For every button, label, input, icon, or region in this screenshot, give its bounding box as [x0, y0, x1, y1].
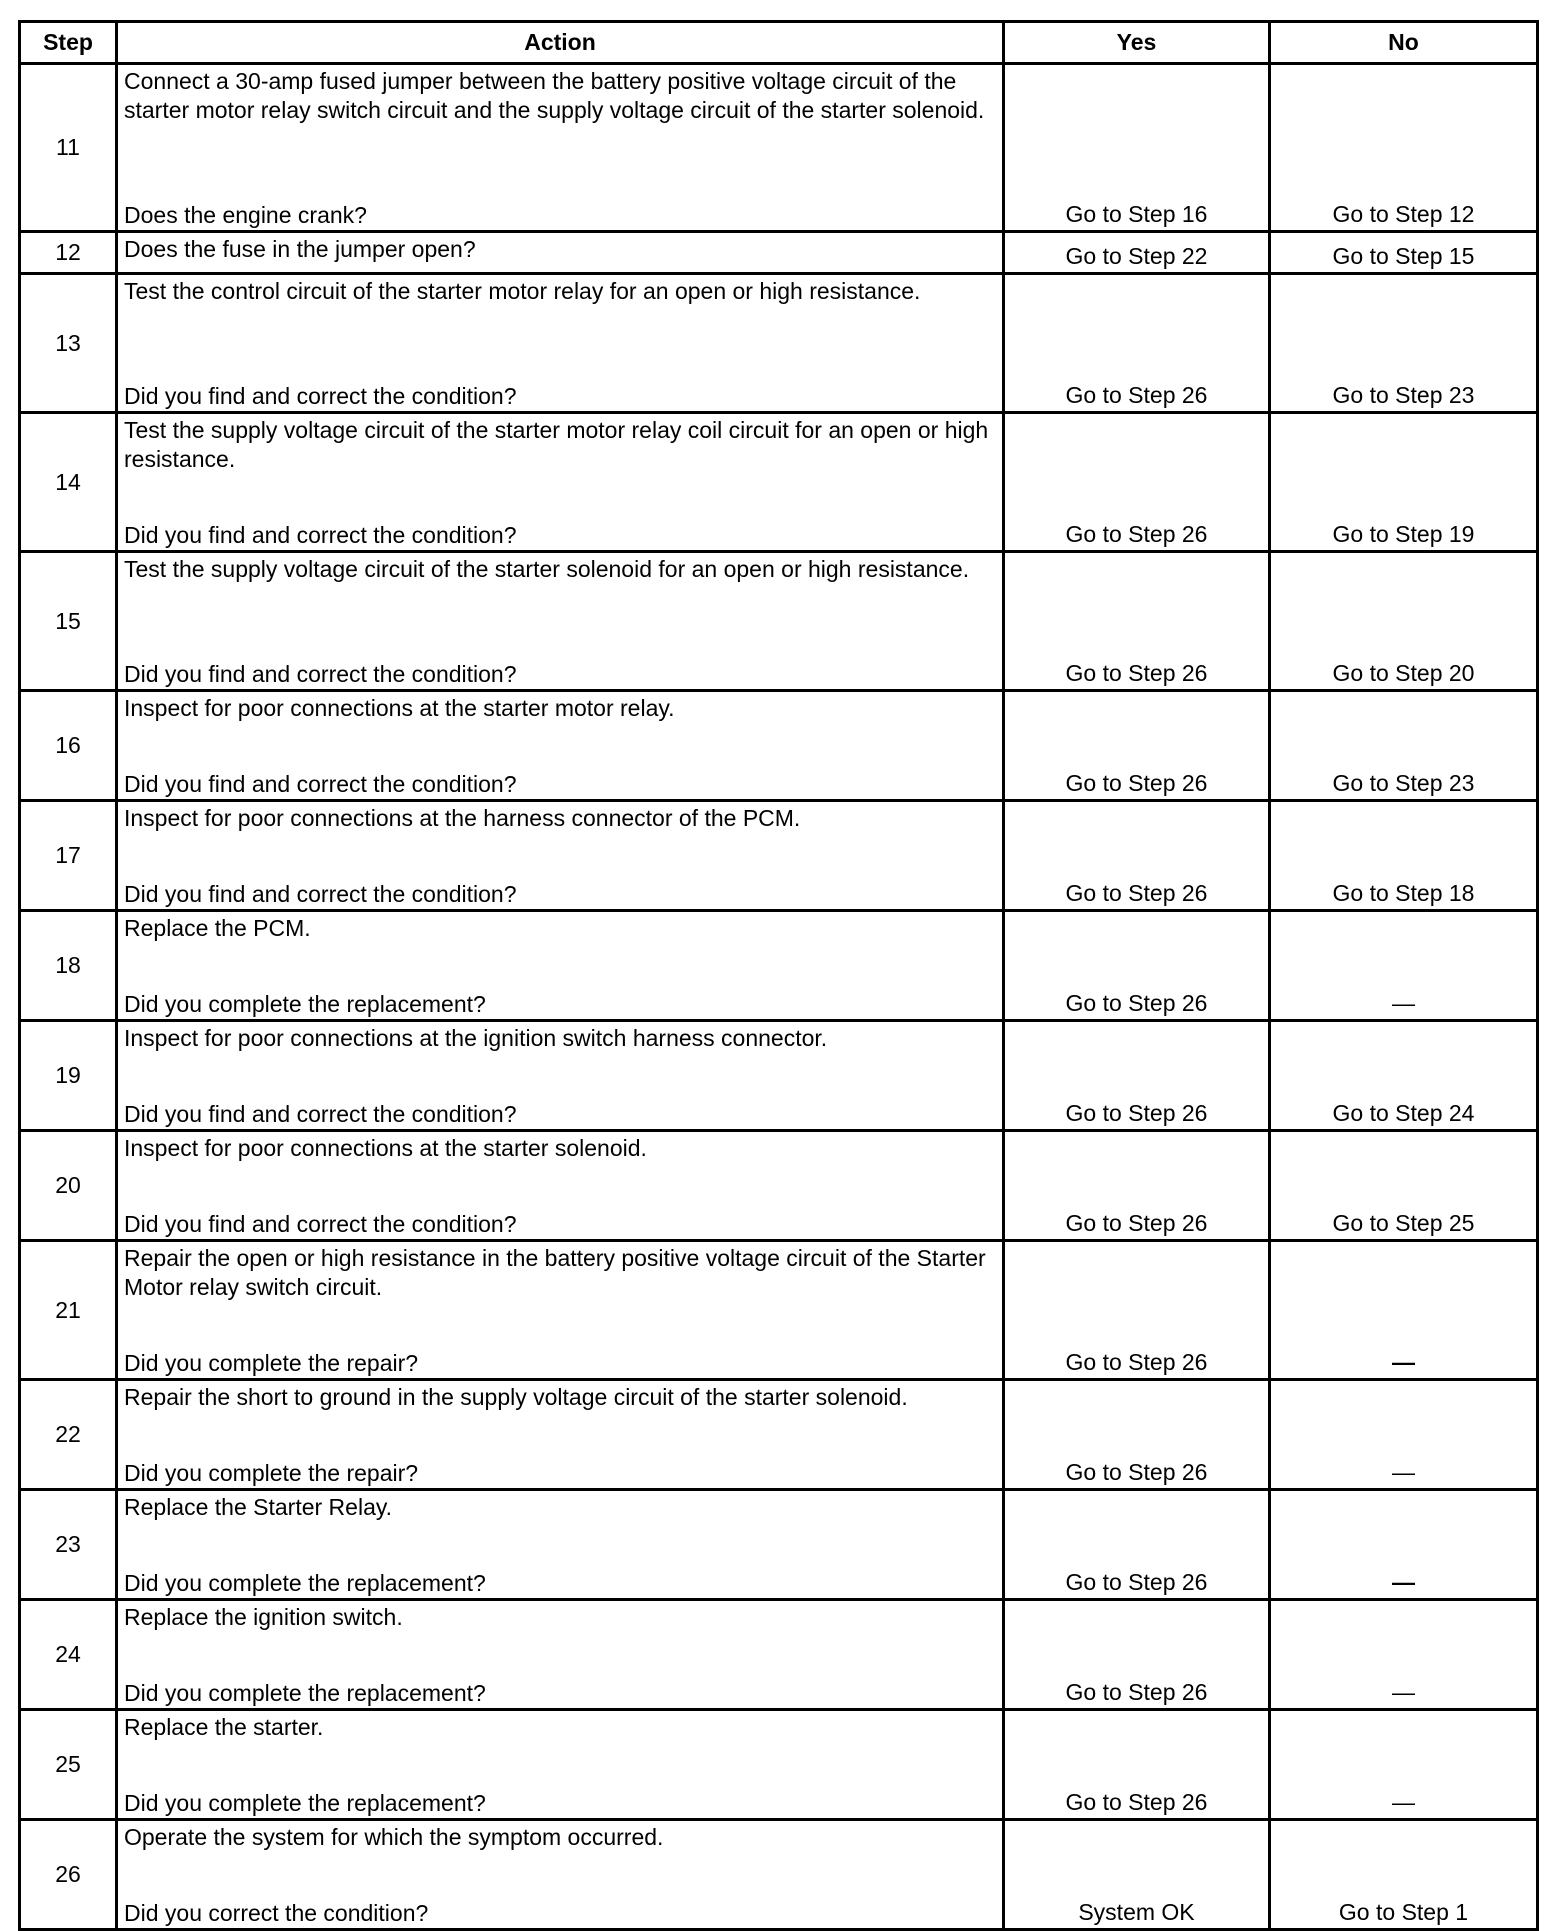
action-question: Did you complete the replacement?	[124, 1680, 486, 1706]
yes-result: Go to Step 26	[1004, 1380, 1270, 1490]
action-cell	[117, 1820, 1004, 1930]
yes-result: Go to Step 26	[1004, 691, 1270, 801]
yes-result: Go to Step 22	[1004, 232, 1270, 274]
action-question: Did you find and correct the condition?	[124, 661, 517, 687]
action-question: Did you complete the repair?	[124, 1350, 419, 1376]
no-result: Go to Step 19	[1270, 413, 1538, 552]
action-cell	[117, 232, 1004, 274]
no-result: —	[1270, 1490, 1538, 1600]
header-yes: Yes	[1004, 22, 1270, 64]
action-instruction: Replace the PCM.	[124, 915, 311, 941]
no-result: —	[1270, 1600, 1538, 1710]
table-row	[20, 691, 1538, 801]
step-number: 19	[20, 1021, 117, 1131]
no-result: —	[1270, 911, 1538, 1021]
no-result: Go to Step 1	[1270, 1820, 1538, 1930]
action-cell	[117, 1131, 1004, 1241]
action-cell	[117, 64, 1004, 232]
yes-result: Go to Step 26	[1004, 1490, 1270, 1600]
table-row	[20, 1600, 1538, 1710]
step-number: 23	[20, 1490, 117, 1600]
yes-result: Go to Step 26	[1004, 911, 1270, 1021]
no-result: Go to Step 25	[1270, 1131, 1538, 1241]
no-result: Go to Step 12	[1270, 64, 1538, 232]
step-number: 21	[20, 1241, 117, 1380]
no-result: Go to Step 23	[1270, 691, 1538, 801]
action-instruction: Test the supply voltage circuit of the starter motor relay coil circuit for an open or high resistance.	[124, 417, 989, 472]
action-question: Did you find and correct the condition?	[124, 881, 517, 907]
action-cell	[117, 691, 1004, 801]
header-action: Action	[117, 22, 1004, 64]
table-row	[20, 552, 1538, 691]
action-question: Did you find and correct the condition?	[124, 1101, 517, 1127]
action-question: Did you complete the replacement?	[124, 991, 486, 1017]
action-cell	[117, 911, 1004, 1021]
action-instruction: Inspect for poor connections at the starter solenoid.	[124, 1135, 647, 1161]
action-question: Did you complete the replacement?	[124, 1790, 486, 1816]
table-row	[20, 64, 1538, 232]
step-number: 13	[20, 274, 117, 413]
step-number: 24	[20, 1600, 117, 1710]
header-step: Step	[20, 22, 117, 64]
action-question: Did you complete the repair?	[124, 1460, 419, 1486]
yes-result: Go to Step 26	[1004, 1131, 1270, 1241]
step-number: 26	[20, 1820, 117, 1930]
yes-result: Go to Step 26	[1004, 413, 1270, 552]
diagnostic-table	[18, 20, 1539, 1931]
step-number: 17	[20, 801, 117, 911]
table-row	[20, 911, 1538, 1021]
no-result: Go to Step 15	[1270, 232, 1538, 274]
action-cell	[117, 552, 1004, 691]
no-result: —	[1270, 1241, 1538, 1380]
table-row	[20, 413, 1538, 552]
yes-result: Go to Step 26	[1004, 801, 1270, 911]
action-instruction: Test the supply voltage circuit of the starter solenoid for an open or high resistance.	[124, 556, 970, 582]
action-cell	[117, 1710, 1004, 1820]
action-question: Did you find and correct the condition?	[124, 771, 517, 797]
yes-result: System OK	[1004, 1820, 1270, 1930]
action-instruction: Replace the ignition switch.	[124, 1604, 403, 1630]
action-cell	[117, 413, 1004, 552]
action-question: Does the fuse in the jumper open?	[124, 236, 476, 262]
action-question: Did you correct the condition?	[124, 1900, 429, 1926]
yes-result: Go to Step 26	[1004, 1021, 1270, 1131]
no-result: Go to Step 20	[1270, 552, 1538, 691]
table-row	[20, 1820, 1538, 1930]
header-no: No	[1270, 22, 1538, 64]
step-number: 12	[20, 232, 117, 274]
no-result: —	[1270, 1710, 1538, 1820]
action-question: Did you complete the replacement?	[124, 1570, 486, 1596]
yes-result: Go to Step 26	[1004, 1241, 1270, 1380]
no-result: Go to Step 24	[1270, 1021, 1538, 1131]
no-result: Go to Step 18	[1270, 801, 1538, 911]
action-instruction: Test the control circuit of the starter motor relay for an open or high resistance.	[124, 278, 921, 304]
step-number: 11	[20, 64, 117, 232]
action-instruction: Inspect for poor connections at the harness connector of the PCM.	[124, 805, 801, 831]
table-row	[20, 1710, 1538, 1820]
table-row	[20, 1241, 1538, 1380]
yes-result: Go to Step 26	[1004, 1710, 1270, 1820]
action-question: Did you find and correct the condition?	[124, 383, 517, 409]
action-cell	[117, 1490, 1004, 1600]
no-result: —	[1270, 1380, 1538, 1490]
no-result: Go to Step 23	[1270, 274, 1538, 413]
table-row	[20, 232, 1538, 274]
action-instruction: Operate the system for which the symptom occurred.	[124, 1824, 664, 1850]
yes-result: Go to Step 16	[1004, 64, 1270, 232]
action-instruction: Repair the short to ground in the supply voltage circuit of the starter solenoid.	[124, 1384, 908, 1410]
action-instruction: Inspect for poor connections at the starter motor relay.	[124, 695, 675, 721]
yes-result: Go to Step 26	[1004, 274, 1270, 413]
action-question: Did you find and correct the condition?	[124, 522, 517, 548]
action-cell	[117, 1600, 1004, 1710]
table-row	[20, 801, 1538, 911]
table-row	[20, 1131, 1538, 1241]
step-number: 16	[20, 691, 117, 801]
action-instruction: Replace the starter.	[124, 1714, 324, 1740]
step-number: 15	[20, 552, 117, 691]
action-cell	[117, 274, 1004, 413]
action-cell	[117, 801, 1004, 911]
step-number: 14	[20, 413, 117, 552]
yes-result: Go to Step 26	[1004, 552, 1270, 691]
step-number: 20	[20, 1131, 117, 1241]
table-row	[20, 274, 1538, 413]
action-question: Does the engine crank?	[124, 202, 367, 228]
action-question: Did you find and correct the condition?	[124, 1211, 517, 1237]
table-row	[20, 1380, 1538, 1490]
table-row	[20, 1490, 1538, 1600]
action-instruction: Connect a 30-amp fused jumper between the battery positive voltage circuit of the starter motor relay switch circuit and the supply voltage circuit of the starter solenoid.	[124, 68, 985, 123]
table-header-row	[20, 22, 1538, 64]
action-instruction: Inspect for poor connections at the ignition switch harness connector.	[124, 1025, 828, 1051]
action-cell	[117, 1021, 1004, 1131]
step-number: 22	[20, 1380, 117, 1490]
table-row	[20, 1021, 1538, 1131]
step-number: 18	[20, 911, 117, 1021]
action-instruction: Repair the open or high resistance in the battery positive voltage circuit of the Starter Motor relay switch circuit.	[124, 1245, 986, 1300]
action-cell	[117, 1241, 1004, 1380]
action-instruction: Replace the Starter Relay.	[124, 1494, 393, 1520]
step-number: 25	[20, 1710, 117, 1820]
action-cell	[117, 1380, 1004, 1490]
yes-result: Go to Step 26	[1004, 1600, 1270, 1710]
